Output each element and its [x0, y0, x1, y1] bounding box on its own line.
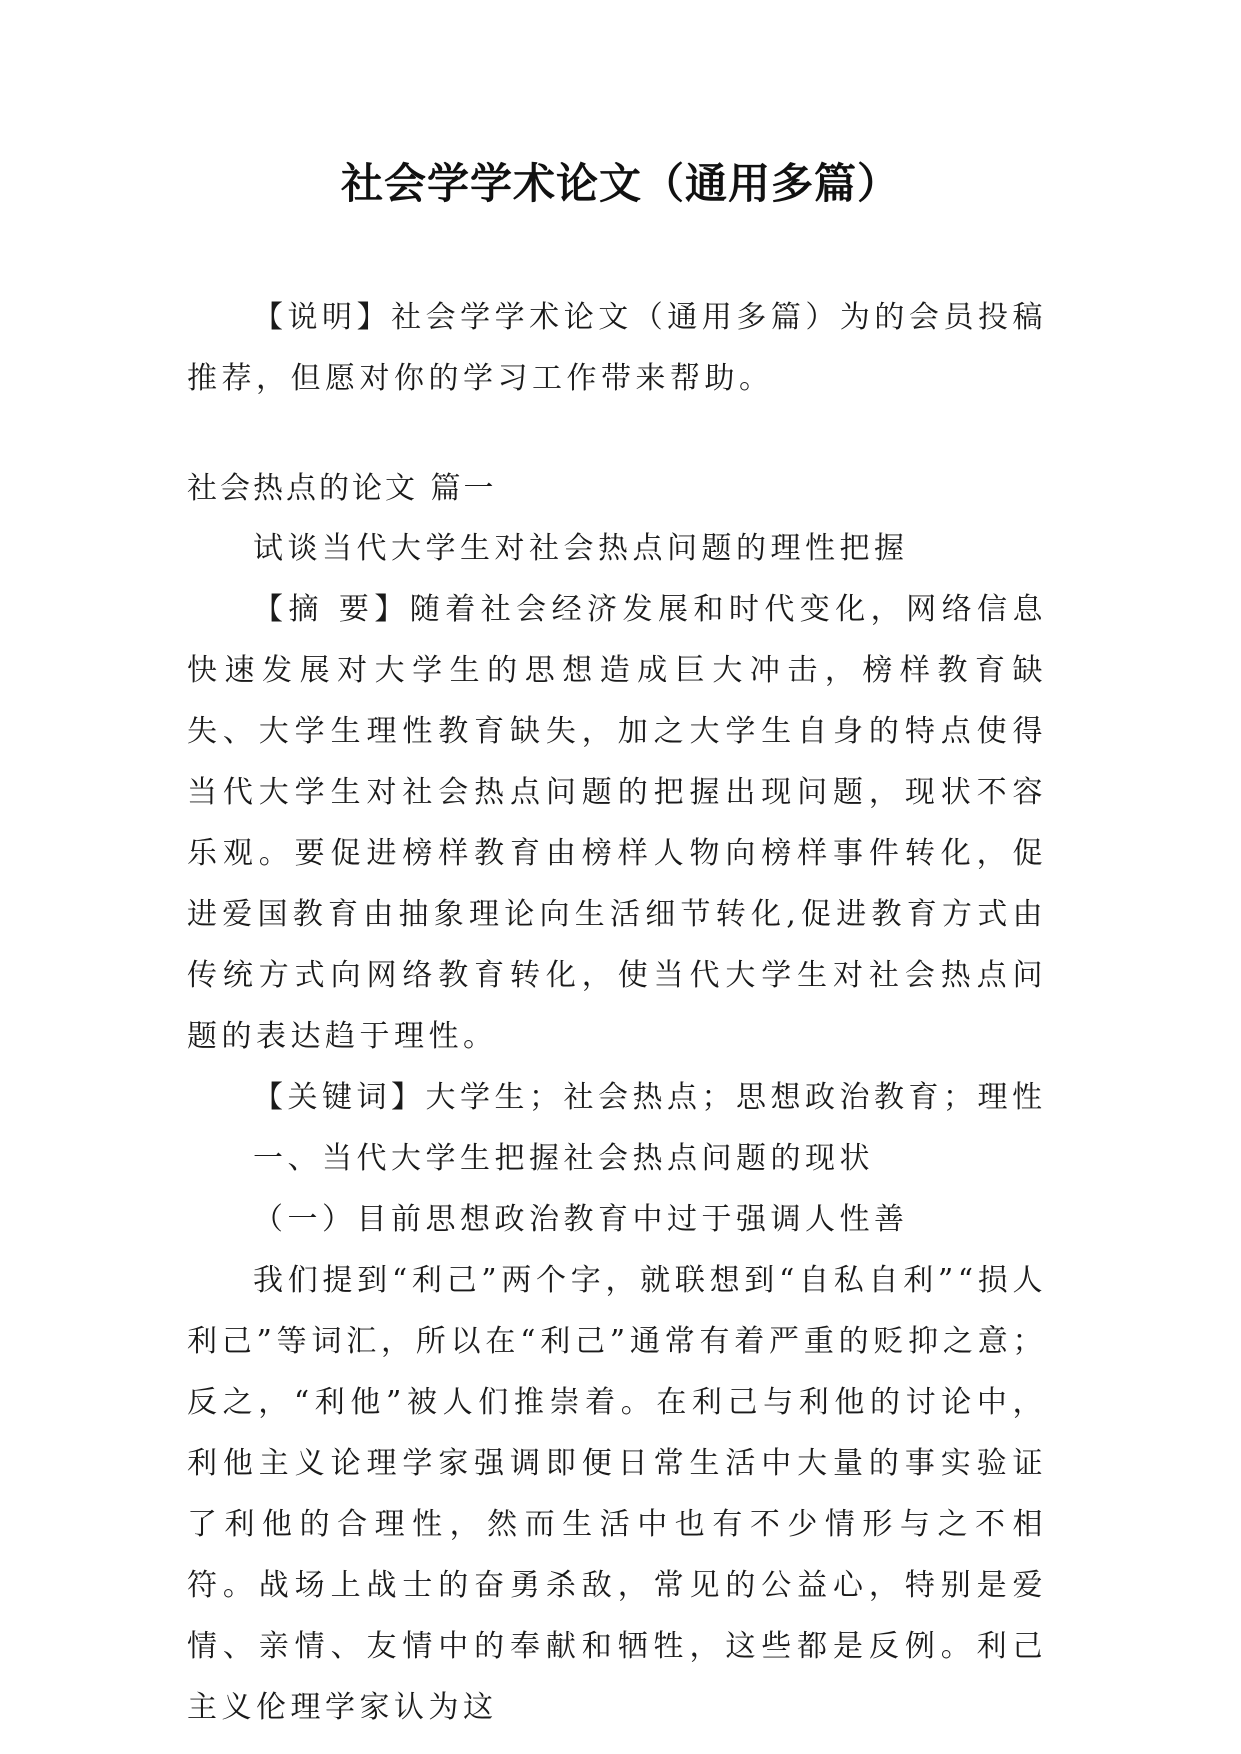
keywords-paragraph: 【关键词】大学生；社会热点；思想政治教育；理性	[253, 1080, 1047, 1115]
heading-level-1: 一、当代大学生把握社会热点问题的现状	[253, 1141, 874, 1176]
article-subtitle: 试谈当代大学生对社会热点问题的理性把握	[253, 531, 909, 566]
body-paragraph: 我们提到“利己”两个字，就联想到“自私自利”“损人利己”等词汇，所以在“利己”通常有着严重的贬抑之意；反之，“利他”被人们推崇着。在利己与利他的讨论中，利他主义论理学家强调即便日常生活中大量的事实验证了利他的合理性，然而生活中也有不少情形与之不相符。战场上战士的奋勇杀敌，常见的公益心，特别是爱情、亲情、友情中的奉献和牺牲，这些都是反例。利己主义伦理学家认为这	[187, 1263, 1047, 1725]
section-heading: 社会热点的论文 篇一	[187, 471, 497, 506]
document-title: 社会学学术论文（通用多篇）	[340, 159, 900, 208]
note-paragraph: 【说明】社会学学术论文（通用多篇）为的会员投稿推荐，但愿对你的学习工作带来帮助。	[187, 300, 1047, 396]
article-body	[187, 518, 1047, 1738]
heading-level-2: （一）目前思想政治教育中过于强调人性善	[253, 1202, 909, 1237]
abstract-paragraph: 【摘 要】随着社会经济发展和时代变化，网络信息快速发展对大学生的思想造成巨大冲击，榜样教育缺失、大学生理性教育缺失，加之大学生自身的特点使得当代大学生对社会热点问题的把握出现问题，现状不容乐观。要促进榜样教育由榜样人物向榜样事件转化，促进爱国教育由抽象理论向生活细节转化,促进教育方式由传统方式向网络教育转化，使当代大学生对社会热点问题的表达趋于理性。	[187, 592, 1047, 1054]
